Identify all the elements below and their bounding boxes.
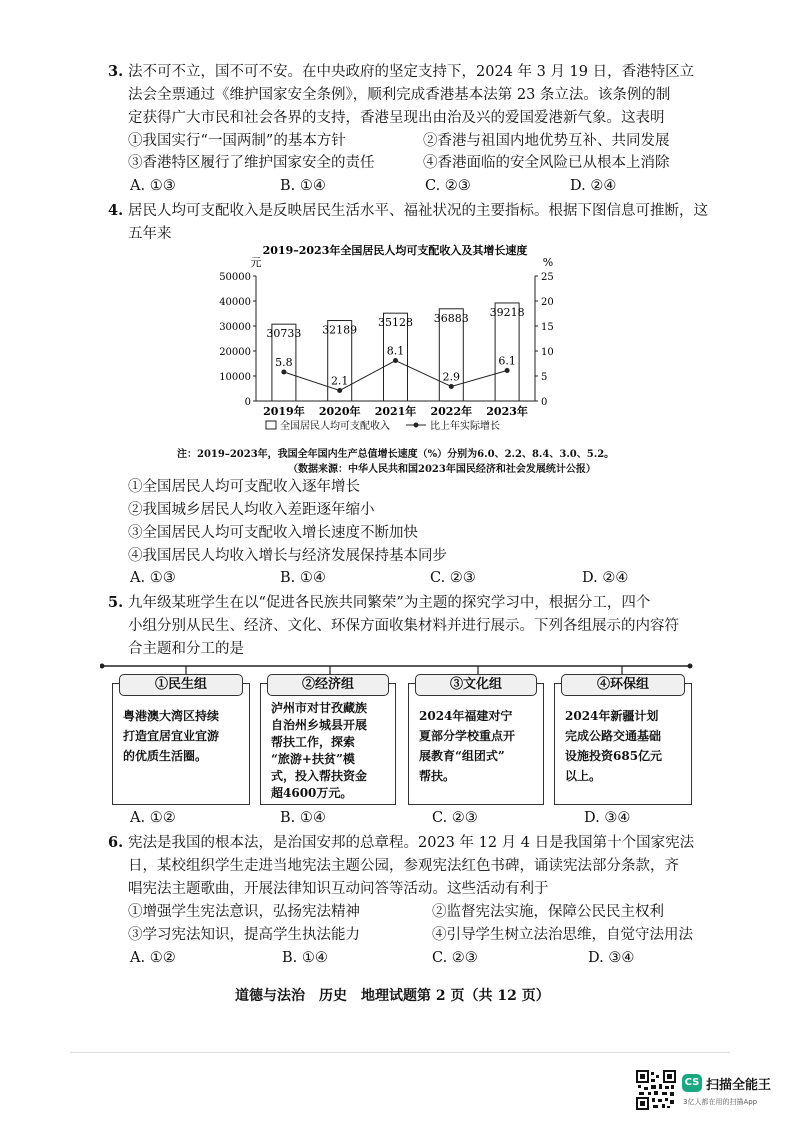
question-text-line: 法不可不立，国不可不安。在中央政府的坚定支持下，2024 年 3 月 19 日，香港特区立: [128, 64, 695, 80]
choice-c[interactable]: C. ②③: [425, 178, 471, 194]
option-3: ③全国居民人均可支配收入增长速度不断加快: [128, 525, 418, 541]
question-text-line: 宪法是我国的根本法，是治国安邦的总章程。2023 年 12 月 4 日是我国第十个国家宪法: [128, 835, 695, 851]
left-tick-label: 50000: [219, 272, 251, 283]
question-number: 5.: [108, 594, 124, 611]
legend-line-label: 比上年实际增长: [430, 421, 500, 432]
question-number: 3.: [108, 63, 124, 80]
growth-point: [393, 358, 398, 363]
card-body: 2024年新疆计划 完成公路交通基础 设施投资685亿元 以上。: [565, 709, 663, 783]
scanner-logo: CS: [682, 1074, 702, 1092]
right-tick-label: 25: [541, 272, 554, 283]
left-tick-label: 40000: [219, 297, 251, 308]
divider: [70, 1052, 730, 1053]
choice-d[interactable]: D. ②④: [570, 178, 617, 194]
card-culture: [408, 677, 544, 805]
chart-source: （数据来源：中华人民共和国2023年国民经济和社会发展统计公报）: [288, 464, 596, 475]
question-text-line: 唱宪法主题歌曲，开展法律知识互动问答等活动。这些活动有利于: [128, 881, 549, 897]
legend-line-marker: [414, 423, 419, 428]
question-number: 6.: [108, 834, 124, 851]
question-text-line: 定获得广大市民和社会各界的支持，香港呈现出由治及兴的爱国爱港新气象。这表明: [128, 110, 665, 126]
card-environment: [554, 677, 692, 805]
choice-a[interactable]: A. ①②: [130, 950, 176, 966]
question-text-line: 五年来: [128, 226, 172, 242]
choice-b[interactable]: B. ①④: [280, 570, 326, 586]
option-2: ②监督宪法实施，保障公民民主权利: [432, 904, 664, 920]
category-label: 2022年: [430, 405, 473, 418]
choice-c[interactable]: C. ②③: [432, 810, 478, 826]
legend-bar-swatch: [266, 421, 276, 429]
right-tick-label: 5: [541, 372, 548, 383]
option-3: ③学习宪法知识，提高学生执法能力: [128, 927, 360, 943]
question-text-line: 日，某校组织学生走进当地宪法主题公园，参观宪法红色书碑，诵读宪法部分条款，齐: [128, 858, 679, 874]
choice-b[interactable]: B. ①④: [282, 950, 328, 966]
choice-d[interactable]: D. ②④: [582, 570, 629, 586]
choice-a[interactable]: A. ①③: [130, 178, 176, 194]
card-title: ②经济组: [267, 674, 389, 696]
left-tick-label: 20000: [219, 347, 251, 358]
income-bar-label: 36883: [433, 311, 469, 325]
choice-b[interactable]: B. ①④: [280, 810, 326, 826]
chart-title: 2019–2023年全国居民人均可支配收入及其增长速度: [262, 244, 528, 257]
choice-d[interactable]: D. ③④: [584, 810, 631, 826]
question-text-line: 九年级某班学生在以“促进各民族共同繁荣”为主题的探究学习中，根据分工，四个: [128, 595, 651, 611]
right-tick-label: 10: [541, 347, 554, 358]
growth-point: [281, 370, 286, 375]
option-1: ①我国实行“一国两制”的基本方针: [128, 133, 346, 149]
category-label: 2021年: [374, 405, 417, 418]
card-body: 2024年福建对宁 夏部分学校重点开 展教育“组团式” 帮扶。: [419, 709, 516, 783]
right-tick-label: 15: [541, 322, 554, 333]
question-number: 4.: [108, 202, 124, 219]
option-1: ①全国居民人均可支配收入逐年增长: [128, 479, 360, 495]
choice-a[interactable]: A. ①③: [130, 570, 176, 586]
question-text-line: 居民人均可支配收入是反映居民生活水平、福祉状况的主要指标。根据下图信息可推断，这: [128, 203, 708, 219]
right-tick-label: 20: [541, 297, 554, 308]
page-footer: 道德与法治 历史 地理试题第 2 页（共 12 页）: [235, 988, 550, 1004]
growth-point: [337, 388, 342, 393]
left-axis-unit: 元: [250, 256, 262, 269]
scanner-name: 扫描全能王: [706, 1078, 772, 1093]
card-body: 粤港澳大湾区持续 打造宜居宜业宜游 的优质生活圈。: [123, 709, 220, 763]
left-tick-label: 10000: [219, 372, 251, 383]
option-4: ④引导学生树立法治思维，自觉守法用法: [432, 927, 693, 943]
income-growth-chart: [200, 238, 590, 438]
growth-point-label: 8.1: [386, 344, 405, 358]
left-tick-label: 0: [244, 397, 251, 408]
growth-point-label: 6.1: [498, 354, 516, 368]
choice-d[interactable]: D. ③④: [588, 950, 635, 966]
choice-c[interactable]: C. ②③: [432, 950, 478, 966]
card-body: 泸州市对甘孜藏族 自治州乡城县开展 帮扶工作，探索 “旅游+扶贫”模 式，投入帮扶资金 超4600万元。: [271, 701, 368, 800]
card-economy: [260, 677, 396, 805]
choice-a[interactable]: A. ①②: [130, 810, 176, 826]
income-bar-label: 32189: [322, 323, 358, 337]
right-axis-unit: %: [542, 256, 554, 269]
chart-note: 注：2019–2023年，我国全年国内生产总值增长速度（%）分别为6.0、2.2、8.4、3.0、5.2。: [177, 449, 615, 460]
card-title: ④环保组: [561, 674, 685, 696]
card-title: ①民生组: [119, 674, 243, 696]
option-1: ①增强学生宪法意识，弘扬宪法精神: [128, 904, 360, 920]
qr-code: [636, 1070, 676, 1110]
category-label: 2019年: [263, 405, 305, 418]
growth-point: [505, 368, 510, 373]
right-tick-label: 0: [541, 397, 548, 408]
growth-point-label: 2.1: [330, 374, 349, 388]
growth-point-label: 2.9: [442, 370, 461, 384]
category-label: 2020年: [318, 405, 361, 418]
growth-point-label: 5.8: [275, 356, 293, 369]
option-4: ④香港面临的安全风险已从根本上消除: [423, 155, 670, 171]
income-bar-label: 30733: [266, 327, 302, 341]
income-bar-label: 35128: [378, 316, 413, 330]
option-4: ④我国居民人均收入增长与经济发展保持基本同步: [128, 548, 447, 564]
option-3: ③香港特区履行了维护国家安全的责任: [128, 155, 375, 171]
legend-bar-label: 全国居民人均可支配收入: [280, 421, 390, 432]
question-text-line: 法会全票通过《维护国家安全条例》，顺利完成香港基本法第 23 条立法。该条例的制: [128, 87, 671, 103]
option-2: ②我国城乡居民人均收入差距逐年缩小: [128, 502, 375, 518]
left-tick-label: 30000: [219, 322, 251, 333]
choice-b[interactable]: B. ①④: [280, 178, 326, 194]
card-title: ③文化组: [415, 674, 537, 696]
scanner-tagline: 3亿人都在用的扫描App: [683, 1098, 758, 1106]
card-livelihood: [112, 677, 250, 805]
category-label: 2023年: [486, 405, 528, 418]
question-text-line: 小组分别从民生、经济、文化、环保方面收集材料并进行展示。下列各组展示的内容符: [128, 618, 679, 634]
growth-point: [449, 384, 454, 389]
option-2: ②香港与祖国内地优势互补、共同发展: [423, 133, 670, 149]
choice-c[interactable]: C. ②③: [430, 570, 476, 586]
question-text-line: 合主题和分工的是: [128, 641, 244, 657]
income-bar-label: 39218: [489, 305, 525, 319]
